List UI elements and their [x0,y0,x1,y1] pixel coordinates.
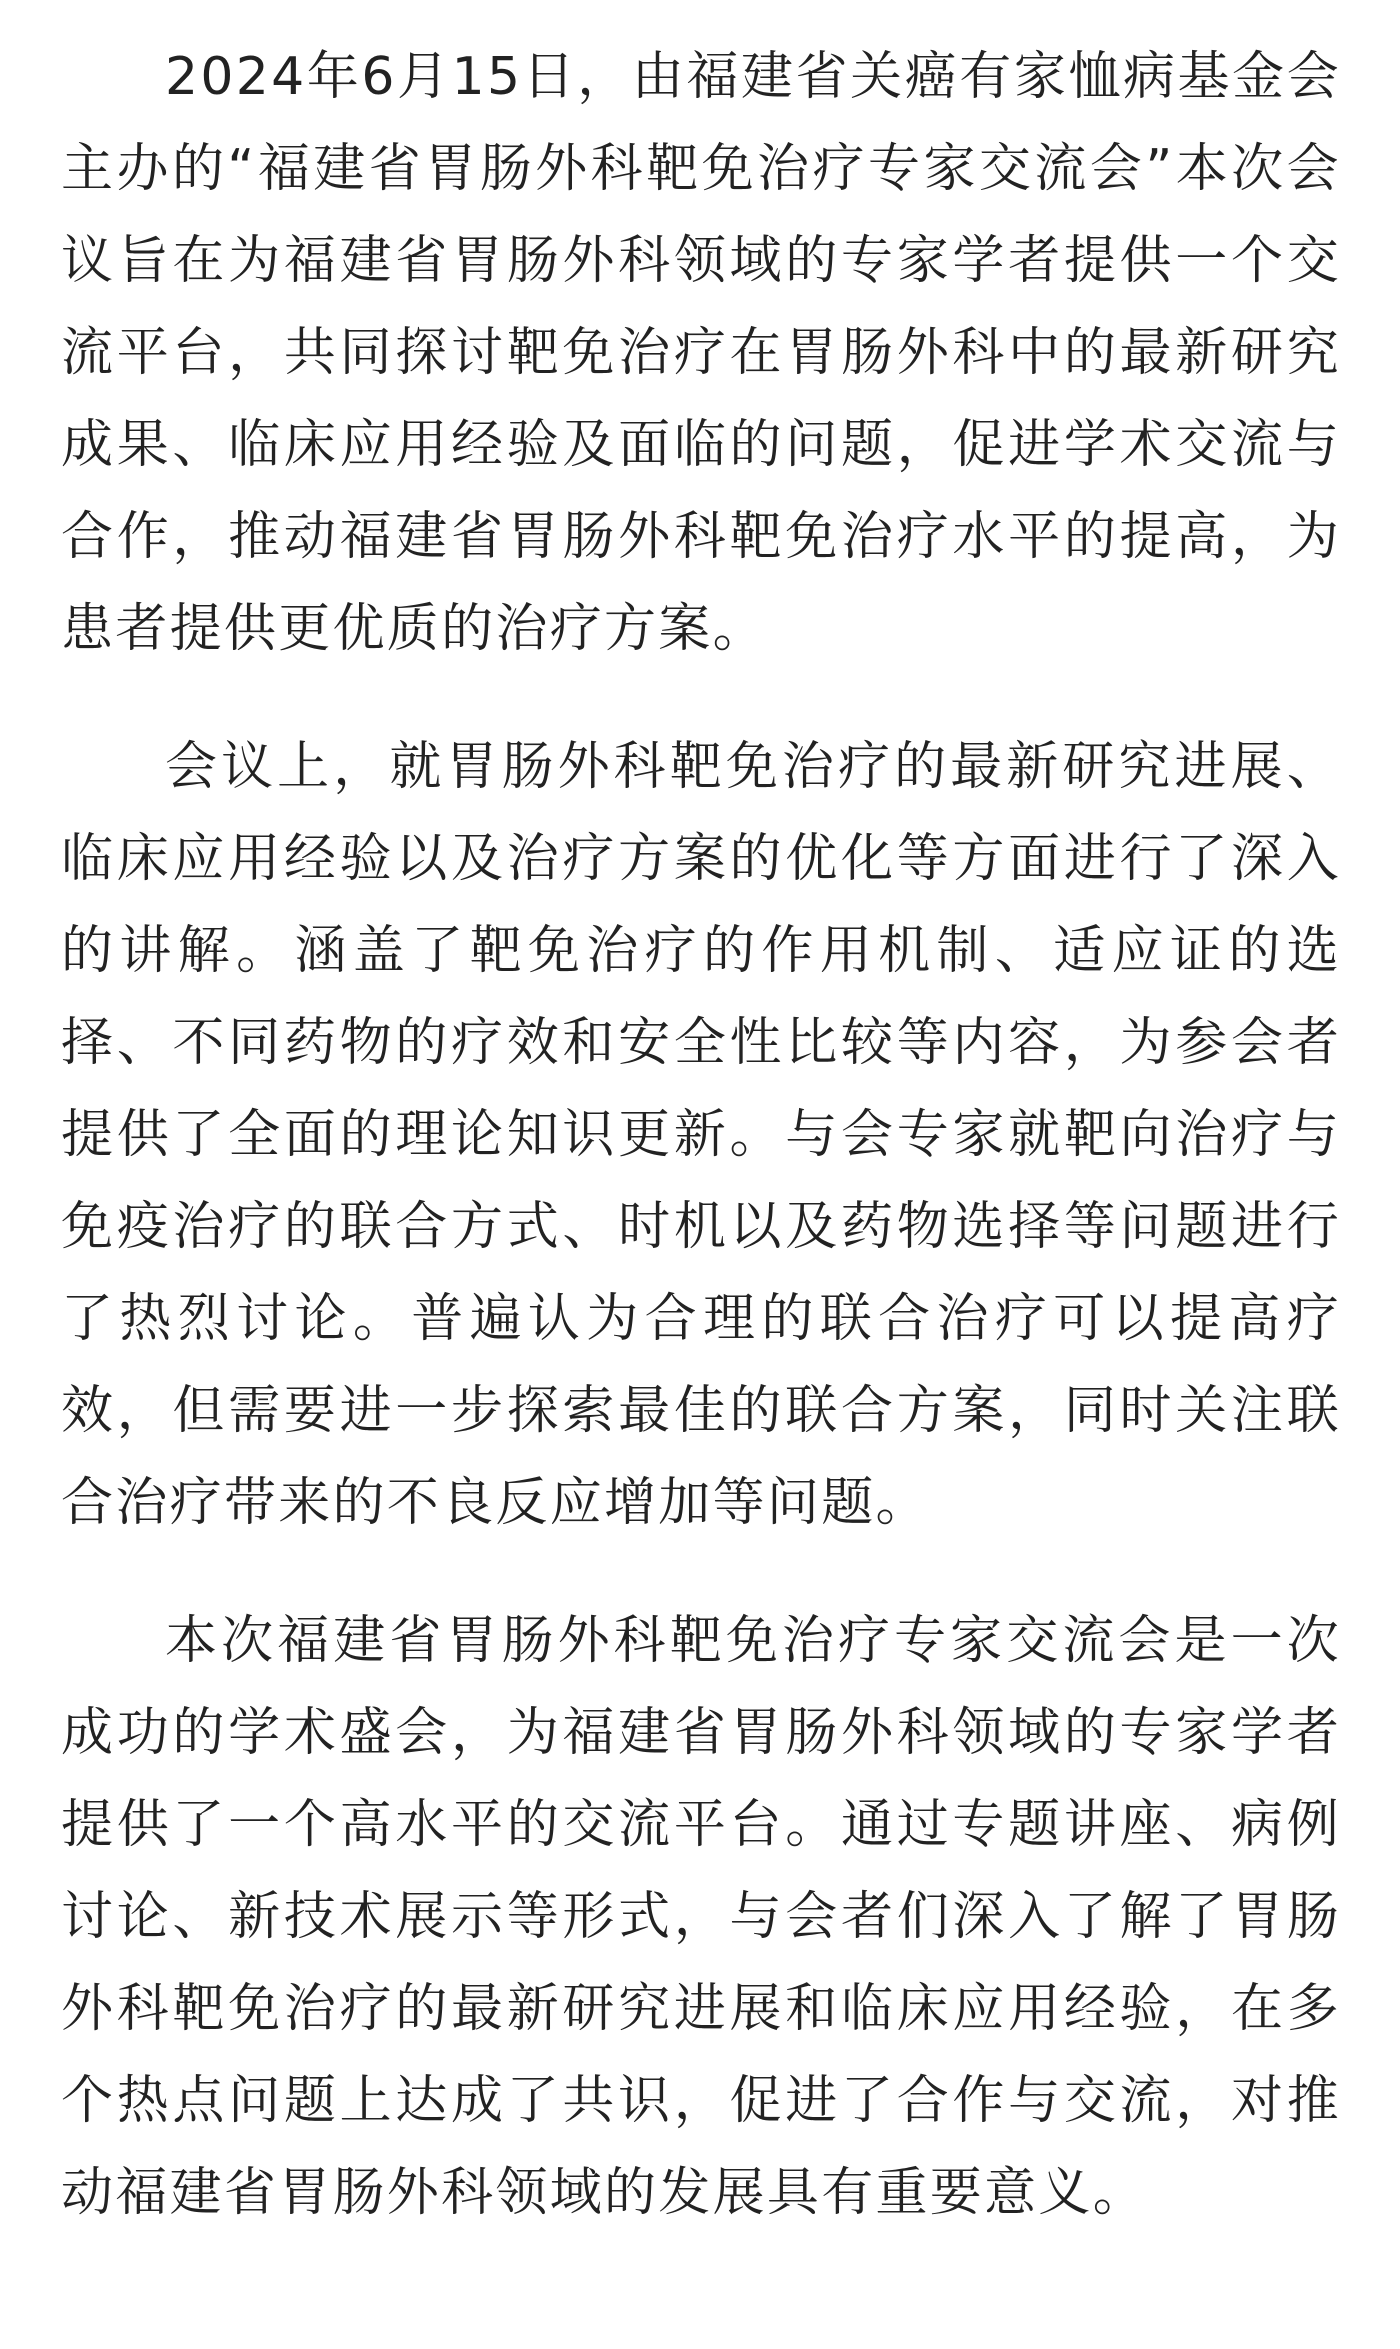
paragraph-conclusion: 本次福建省胃肠外科靶免治疗专家交流会是一次成功的学术盛会，为福建省胃肠外科领域的专家学者提供了一个高水平的交流平台。通过专题讲座、病例讨论、新技术展示等形式，与会者们深入了解了胃肠外科靶免治疗的最新研究进展和临床应用经验，在多个热点问题上达成了共识，促进了合作与交流，对推动福建省胃肠外科领域的发展具有重要意义。 [61,1611,1341,2223]
paragraph-discussion: 会议上，就胃肠外科靶免治疗的最新研究进展、临床应用经验以及治疗方案的优化等方面进行了深入的讲解。涵盖了靶免治疗的作用机制、适应证的选择、不同药物的疗效和安全性比较等内容，为参会者提供了全面的理论知识更新。与会专家就靶向治疗与免疫治疗的联合方式、时机以及药物选择等问题进行了热烈讨论。普遍认为合理的联合治疗可以提高疗效，但需要进一步探索最佳的联合方案，同时关注联合治疗带来的不良反应增加等问题。 [61,737,1341,1533]
paragraph-intro: 2024年6月15日，由福建省关癌有家恤病基金会主办的“福建省胃肠外科靶免治疗专家交流会”本次会议旨在为福建省胃肠外科领域的专家学者提供一个交流平台，共同探讨靶免治疗在胃肠外科中的最新研究成果、临床应用经验及面临的问题，促进学术交流与合作，推动福建省胃肠外科靶免治疗水平的提高，为患者提供更优质的治疗方案。 [61,47,1341,659]
article-body [61,31,1341,2285]
